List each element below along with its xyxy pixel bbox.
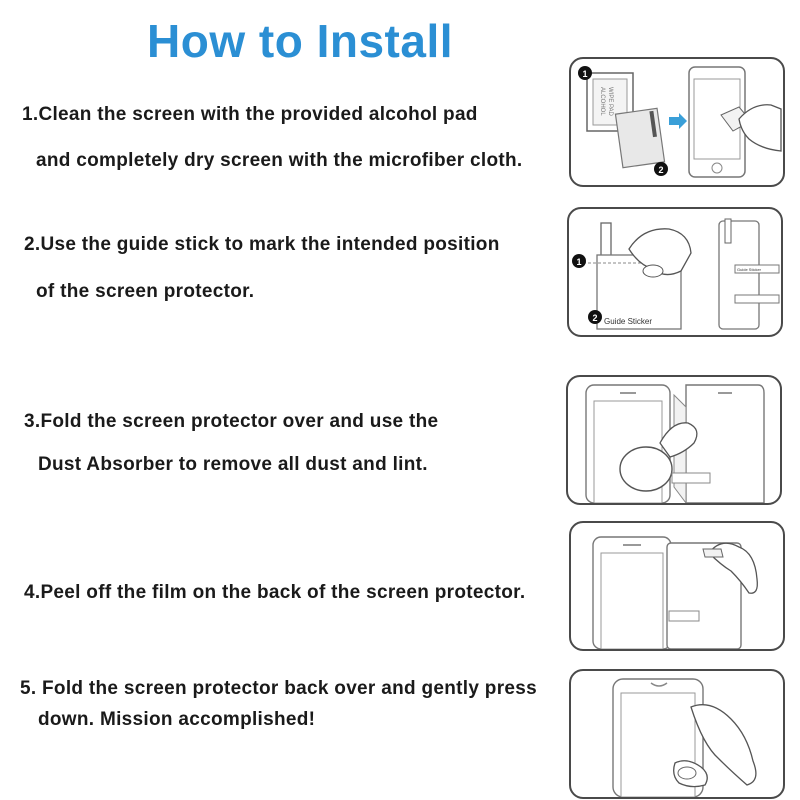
guide-sticker-small-label: Guide Sticker [737, 267, 762, 272]
svg-text:1: 1 [582, 69, 588, 79]
dust-absorber-icon [620, 447, 672, 491]
alcohol-pad-label: ALCOHOL [599, 87, 605, 116]
step-4-illustration [569, 521, 785, 651]
page-title: How to Install [147, 15, 453, 67]
step-3-line-2: Dust Absorber to remove all dust and lint. [38, 454, 428, 475]
step-5-line-2: down. Mission accomplished! [38, 709, 316, 730]
svg-text:2: 2 [658, 165, 664, 175]
step-2-line-2: of the screen protector. [36, 281, 255, 302]
step-1-line-1: 1.Clean the screen with the provided alcohol pad [22, 104, 478, 125]
guide-sticker-label: Guide Sticker [604, 317, 653, 326]
step-3-drawing [568, 377, 780, 503]
step-3-illustration [566, 375, 782, 505]
step-4-drawing [571, 523, 783, 649]
step-2-line-1: 2.Use the guide stick to mark the intended position [24, 234, 500, 255]
step-2-illustration [567, 207, 783, 337]
svg-text:2: 2 [592, 313, 598, 323]
step-1-drawing [571, 59, 783, 185]
step-2-drawing [569, 209, 781, 335]
wipe-pad-label: WIPE PAD [607, 87, 613, 116]
step-1-illustration [569, 57, 785, 187]
step-5-line-1: 5. Fold the screen protector back over and gently press [20, 678, 537, 699]
svg-text:1: 1 [576, 257, 582, 267]
arrow-right-icon [669, 113, 687, 129]
step-3-line-1: 3.Fold the screen protector over and use the [24, 411, 439, 432]
step-4-line-1: 4.Peel off the film on the back of the screen protector. [24, 582, 526, 603]
step-5-drawing [571, 671, 783, 797]
step-5-illustration [569, 669, 785, 799]
step-1-line-2: and completely dry screen with the microfiber cloth. [36, 150, 523, 171]
